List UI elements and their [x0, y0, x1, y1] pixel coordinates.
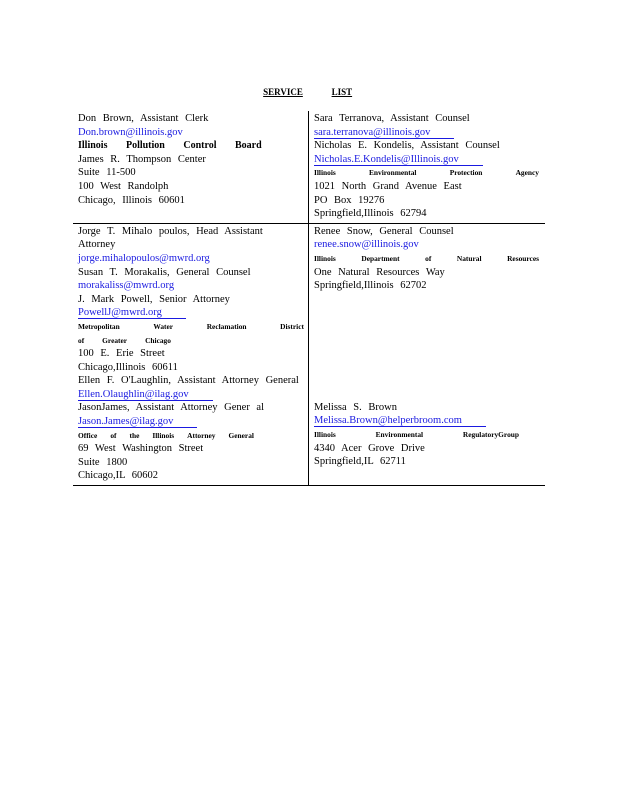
email-link[interactable]: jorge.mihalopoulos@mwrd.org: [78, 252, 210, 264]
email-link[interactable]: Don.brown@illinois.gov: [78, 126, 183, 138]
email-link[interactable]: Ellen.Olaughlin@ilag.gov: [78, 388, 304, 402]
right-cell: [308, 111, 543, 223]
email-link[interactable]: renee.snow@illinois.gov: [314, 239, 419, 251]
organization-name: Office of the Illinois Attorney General: [78, 430, 254, 440]
left-cell: [73, 111, 308, 223]
title-word-service: SERVICE: [263, 87, 303, 97]
address-line: 100 E. Erie Street: [78, 348, 165, 360]
email-link[interactable]: Jason.James@ilag.gov: [78, 415, 304, 429]
table-row: [73, 111, 545, 224]
email-link[interactable]: sara.terranova@illinois.gov: [314, 126, 539, 140]
service-list-table: [73, 111, 545, 486]
contact-name: Ellen F. O'Laughlin, Assistant Attorney General: [78, 375, 299, 387]
organization-name: Illinois Environmental RegulatoryGroup: [314, 429, 519, 439]
city-line: Springfield,Illinois 62702: [314, 280, 427, 292]
city-line: Springfield,IL 62711: [314, 456, 406, 468]
city-line: Chicago,IL 60602: [78, 470, 159, 482]
city-line: Chicago, Illinois 60601: [78, 194, 185, 206]
address-line: James R. Thompson Center: [78, 153, 206, 165]
organization-name: Metropolitan Water Reclamation District: [78, 321, 304, 331]
organization-name: Illinois Department of Natural Resources: [314, 253, 539, 263]
contact-name: Don Brown, Assistant Clerk: [78, 113, 209, 124]
contact-name: Susan T. Morakalis, General Counsel: [78, 266, 251, 278]
contact-name: Melissa S. Brown: [314, 401, 397, 413]
right-cell: [308, 224, 543, 485]
address-line: PO Box 19276: [314, 194, 385, 206]
email-link[interactable]: PowellJ@mwrd.org: [78, 306, 304, 320]
table-row: [73, 224, 545, 486]
address-line: 1021 North Grand Avenue East: [314, 180, 462, 192]
organization-name-cont: of Greater Chicago: [78, 335, 171, 345]
blank-space: [314, 293, 539, 401]
contact-name: Sara Terranova, Assistant Counsel: [314, 113, 470, 124]
contact-name: Jorge T. Mihalo poulos, Head Assistant Attorney: [78, 225, 263, 251]
title-word-list: LIST: [331, 87, 353, 97]
email-link[interactable]: Melissa.Brown@helperbroom.com: [314, 414, 539, 428]
city-line: Springfield,Illinois 62794: [314, 208, 427, 220]
contact-name: JasonJames, Assistant Attorney Gener al: [78, 402, 265, 414]
address-line: 4340 Acer Grove Drive: [314, 442, 425, 454]
address-line: 69 West Washington Street: [78, 443, 204, 455]
email-link[interactable]: morakaliss@mwrd.org: [78, 280, 175, 292]
contact-name: J. Mark Powell, Senior Attorney: [78, 293, 230, 305]
left-cell: [73, 224, 308, 485]
city-line: Chicago,Illinois 60611: [78, 361, 178, 373]
address-line: One Natural Resources Way: [314, 266, 445, 278]
email-link[interactable]: Nicholas.E.Kondelis@Illinois.gov: [314, 153, 539, 167]
address-line: 100 West Randolph: [78, 180, 169, 192]
contact-name: Renee Snow, General Counsel: [314, 225, 454, 237]
organization-name: Illinois Environmental Protection Agency: [314, 168, 539, 178]
document-title: [0, 87, 618, 97]
organization-name: Illinois Pollution Control Board: [78, 140, 262, 152]
address-line: Suite 1800: [78, 456, 128, 468]
contact-name: Nicholas E. Kondelis, Assistant Counsel: [314, 140, 500, 152]
address-line: Suite 11-500: [78, 167, 136, 179]
